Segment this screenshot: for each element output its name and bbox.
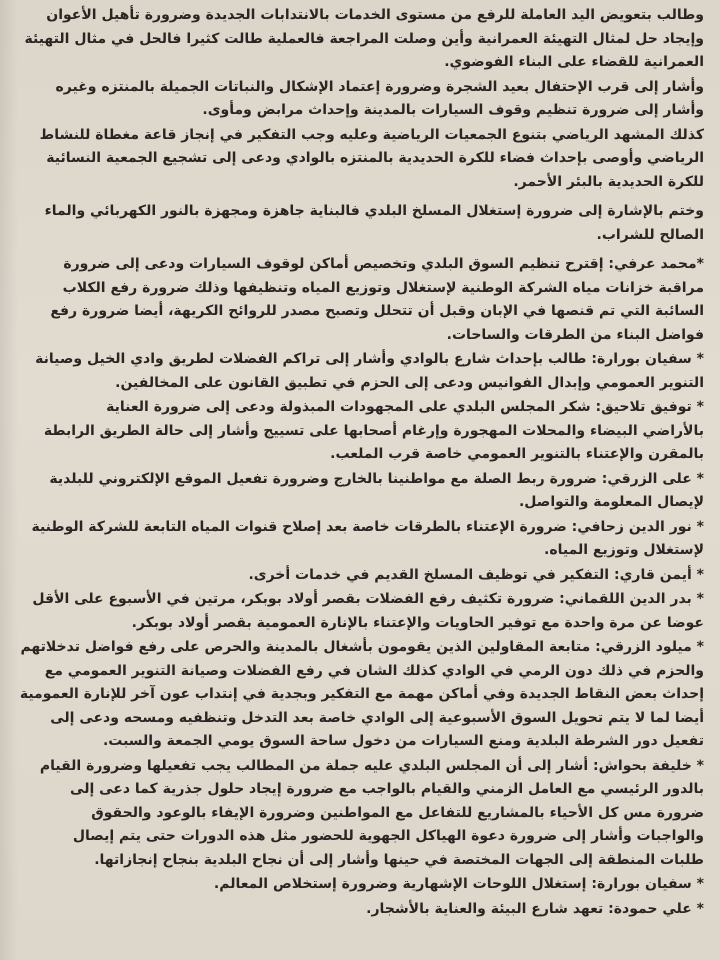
paragraph-slaughterhouse: وختم بالإشارة إلى ضرورة إستغلال المسلخ البلدي فالبناية جاهزة ومجهزة بالنور الكهربائي والماء الصالح للشراب. — [44, 203, 704, 243]
paragraph-aymen-kari: * أيمن قاري: التفكير في توظيف المسلخ القديم في خدمات أخرى. — [248, 566, 704, 583]
paragraph-intro: وطالب بتعويض اليد العاملة للرفع من مستوى الخدمات بالانتدابات الجديدة وضرورة تأهيل الأعوان وإيجاد حل لمثال التهيئة العمرانية وأين وصلت المراجعة فالعملية طالت كثيرا فالحل في مثال التهيئة العمرانية للقضاء على البناء الفوضوي. — [24, 7, 704, 70]
paragraph-mohamed-arfi: *محمد عرفي: إقترح تنظيم السوق البلدي وتخصيص أماكن لوقوف السيارات ودعى إلى ضرورة مراقبة خزانات مياه الشركة الوطنية لإستغلال وتوزيع المياه وتنظيفها وذلك ضرورة رفع الكلاب السائبة التي تم قنصها في الإبان وقبل أن تتحلل وتصبح مصدر للروائح الكريهة، أيضا ضرورة رفع فواضل البناء من الطرقات والساحات. — [50, 256, 704, 343]
page-shadow — [0, 0, 18, 960]
paragraph-miloud-zorgui: * ميلود الزرقي: متابعة المقاولين الذين يقومون بأشغال بالمدينة والحرص على رفع فواضل تدخلاتهم والحزم في ذلك دون الرمي في الوادي كذلك الشان في رفع الفضلات وصيانة التنوير العمومي مع إحداث بعض النقاط الجديدة وفي أماكن مهمة مع التفكير وبجدية في إنتداب عون آخر للإنارة العمومية أيضا لما لا يتم تحويل السوق الأسبوعية إلى الوادي خاصة بعد التدخل وتنظفيه ومسحه ودعى إلى تفعيل دور الشرطة البلدية ومنع السيارات من دخول ساحة السوق يومي الجمعة والسبت. — [19, 639, 704, 749]
document-body — [18, 4, 704, 922]
paragraph-sofiane-bourara: * سفيان بورارة: طالب بإحداث شارع بالوادي وأشار إلى تراكم الفضلات لطريق وادي الخيل وصيانة التنوير العمومي وإبدال الفوانيس ودعى إلى الحزم في تطبيق القانون على المخالفين. — [35, 351, 704, 391]
paragraph-tree-day: وأشار إلى قرب الإحتفال بعيد الشجرة وضرورة إعتماد الإشكال والنباتات الجميلة بالمنتزه وغيره وأشار إلى ضرورة تنظيم وقوف السيارات بالمدينة وإحداث مرابض ومأوى. — [55, 78, 704, 118]
paragraph-sports: كذلك المشهد الرياضي بتنوع الجمعيات الرياضية وعليه وجب التفكير في إنجاز قاعة مغطاة للنشاط الرياضي وأوصى بإحداث فضاء للكرة الحديدية بالمنتزه بالوادي ودعى إلى تشجيع الجمعية النسائية للكرة الحديدية بالبئر الأحمر. — [39, 126, 704, 190]
paragraph-taoufik-tlahig: * توفيق تلاحيق: شكر المجلس البلدي على المجهودات المبذولة ودعى إلى ضرورة العناية بالأراضي البيضاء والمحلات المهجورة وإرغام أصحابها على تسييج وأشار إلى حالة الطريق الرابطة بالمقرن والإعتناء بالتنوير العمومي خاصة قرب الملعب. — [43, 399, 704, 462]
paragraph-ali-hammouda: * علي حمودة: تعهد شارع البيئة والعناية بالأشجار. — [366, 900, 704, 917]
paragraph-khalifa-bahouach: * خليفة بحواش: أشار إلى أن المجلس البلدي عليه جملة من المطالب يجب تفعيلها وضرورة القيام بالدور الرئيسي مع العامل الزمني والقيام بالواجب مع ضرورة إيجاد حلول جذرية كما دعى إلى ضرورة مس كل الأحياء بالمشاريع للتفاعل مع المواطنين وضرورة الإيفاء بالوعود والحقوق والواجبات وأشار إلى ضرورة دعوة الهياكل الجهوية للحضور مثل هذه الدورات حتى يتم إيصال طلبات المنطقة إلى الجهات المختصة في حينها وأشار إلى أن نجاح البلدية بنجاح إنجازاتها. — [39, 757, 704, 868]
paragraph-badreddine-lokmani: * بدر الدين اللقماني: ضرورة تكثيف رفع الفضلات بقصر أولاد بوبكر، مرتين في الأسبوع على الأقل عوضا عن مرة واحدة مع توفير الحاويات والإعتناء بالإنارة العمومية بقصر أولاد بوبكر. — [32, 591, 704, 631]
paragraph-noureddine-zahafi: * نور الدين زحافي: ضرورة الإعتناء بالطرقات خاصة بعد إصلاح قنوات المياه التابعة للشركة الوطنية لإستغلال وتوزيع المياه. — [31, 518, 704, 558]
paragraph-sofiane-bourara-2: * سفيان بورارة: إستغلال اللوحات الإشهارية وضرورة إستخلاص المعالم. — [213, 876, 704, 892]
paragraph-ali-zorgui: * على الزرقي: ضرورة ربط الصلة مع مواطنينا بالخارج وضرورة تفعيل الموقع الإلكتروني للبلدية لإيصال المعلومة والتواصل. — [49, 470, 704, 510]
